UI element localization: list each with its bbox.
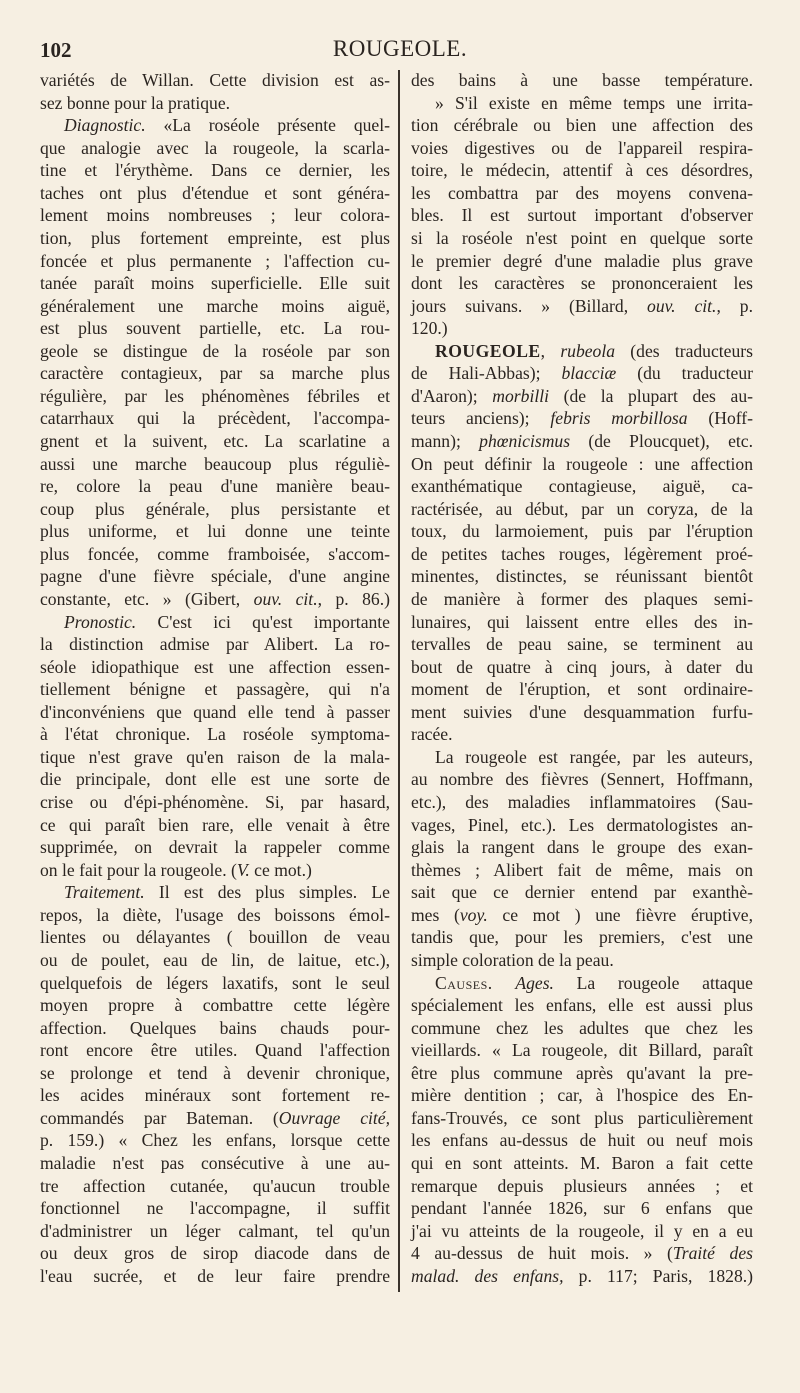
text-run: La rougeole est rangée, par les auteurs,	[435, 746, 753, 767]
text-run: commune chez les adultes que chez les	[411, 1017, 753, 1038]
text-run: aussi une marche beaucoup plus réguliè-	[40, 453, 390, 474]
text-line	[411, 836, 753, 859]
right-column	[411, 69, 753, 1287]
text-run: tiellement bénigne et passagère, qui n'a	[40, 679, 390, 700]
text-line	[40, 1062, 390, 1085]
text-run: ce mot ) une fièvre éruptive,	[487, 904, 754, 925]
page-number: 102	[40, 38, 72, 62]
text-run: pendant l'année 1826, sur 6 enfans que	[411, 1198, 753, 1219]
text-line	[411, 182, 753, 205]
text-run: au nombre des fièvres (Sennert, Hoffmann,	[411, 769, 753, 790]
text-run: mière dentition ; car, à l'hospice des En-	[411, 1085, 753, 1106]
text-line	[40, 1220, 390, 1243]
text-run: , p.	[716, 295, 753, 316]
text-run: minentes, distinctes, se réunissant bientôt	[411, 566, 753, 587]
text-run: moment de l'éruption, et sont ordinaire-	[411, 679, 753, 700]
running-title: ROUGEOLE.	[332, 36, 468, 61]
text-line	[411, 926, 753, 949]
text-run: être plus commune après qu'avant la pre-	[411, 1062, 753, 1083]
text-run: ou de poulet, eau de lin, de laitue, etc.),	[40, 949, 390, 970]
text-line	[411, 1175, 753, 1198]
text-run: l'eau sucrée, et de leur faire prendre	[40, 1265, 390, 1286]
text-line	[40, 182, 390, 205]
text-run: «La roséole présente quel-	[145, 115, 390, 136]
text-run: On peut définir la rougeole : une affection	[411, 453, 753, 474]
column-divider	[398, 70, 400, 1292]
text-line	[40, 1242, 390, 1265]
text-line	[411, 565, 753, 588]
text-run: 4 au-dessus de huit mois. » (	[411, 1243, 673, 1264]
text-run: crise ou d'épi-phénomène. Si, par hasard,	[40, 792, 390, 812]
italic-text: Diagnostic.	[64, 115, 146, 136]
text-line	[411, 1084, 753, 1107]
italic-text: blacciæ	[561, 363, 617, 384]
text-line	[40, 791, 390, 814]
text-line	[40, 881, 390, 904]
text-line	[40, 994, 390, 1017]
text-line	[411, 1220, 753, 1243]
text-run: d'inconvéniens que quand elle tend à passer	[40, 701, 390, 722]
text-line	[411, 701, 753, 724]
text-run: thèmes ; Alibert fait de même, mais on	[411, 859, 753, 880]
text-line	[40, 1197, 390, 1220]
italic-text: voy.	[459, 904, 488, 925]
text-run: pagne d'une fièvre spéciale, d'une angine	[40, 566, 390, 587]
text-run: catarrhaux qui la précèdent, l'accompa-	[40, 408, 390, 429]
text-line	[40, 204, 390, 227]
text-line	[40, 723, 390, 746]
text-line	[40, 768, 390, 791]
text-run: ractérisée, au début, par un coryza, de la	[411, 498, 753, 519]
text-line	[411, 1017, 753, 1040]
text-run: on le fait pour la rougeole. (	[40, 859, 237, 880]
text-line	[411, 768, 753, 791]
text-line	[411, 859, 753, 882]
text-line	[411, 1197, 753, 1220]
text-line	[40, 272, 390, 295]
text-run: ou deux gros de sirop diacode dans de	[40, 1243, 390, 1264]
text-line	[411, 904, 753, 927]
text-run: simple coloration de la peau.	[411, 949, 614, 970]
italic-text: ouv. cit.	[647, 295, 717, 316]
text-run: j'ai vu atteints de la rougeole, il y en a eu	[411, 1220, 753, 1241]
text-run: p. 159.) « Chez les enfans, lorsque cette	[40, 1130, 390, 1151]
text-run: fonctionnel ne l'accompagne, il suffit	[40, 1198, 390, 1219]
text-line	[40, 430, 390, 453]
text-line	[411, 362, 753, 385]
text-line	[40, 904, 390, 927]
text-line	[411, 678, 753, 701]
italic-text: rubeola	[560, 340, 616, 361]
text-line	[411, 746, 753, 769]
text-run: repos, la diète, l'usage des boissons émol-	[40, 904, 390, 925]
text-line	[411, 543, 753, 566]
text-line	[40, 746, 390, 769]
text-line	[411, 633, 753, 656]
text-run: , p. 86.)	[317, 588, 390, 609]
text-run: le premier degré d'une maladie plus grave	[411, 250, 753, 271]
text-run: d'administrer un léger calmant, tel qu'un	[40, 1220, 390, 1241]
text-run: C'est ici qu'est importante	[136, 611, 390, 632]
italic-text: malad. des enfans,	[411, 1265, 564, 1286]
text-run: de petites taches rouges, légèrement proé-	[411, 543, 753, 564]
text-line	[40, 475, 390, 498]
text-run	[493, 973, 516, 993]
text-run: re, colore la peau d'une manière beau-	[40, 476, 390, 497]
text-line	[411, 407, 753, 430]
text-line	[40, 1175, 390, 1198]
text-run: exanthématique contagieuse, aiguë, ca-	[411, 476, 753, 497]
text-run: les enfans au-dessus de huit ou neuf mois	[411, 1130, 753, 1151]
text-run: glais la rangent dans le groupe des exan-	[411, 837, 753, 858]
text-line	[411, 475, 753, 498]
text-line	[40, 520, 390, 543]
text-line	[411, 994, 753, 1017]
text-run: voies digestives ou de l'appareil respira-	[411, 137, 753, 158]
italic-text: Ouvrage cité,	[278, 1107, 390, 1128]
text-line	[40, 114, 390, 137]
text-line	[40, 317, 390, 340]
text-run: généralement une marche moins aiguë,	[40, 295, 390, 316]
text-line	[40, 159, 390, 182]
text-run: foncée et plus permanente ; l'affection cu-	[40, 250, 390, 271]
text-run: les combattra par des moyens convena-	[411, 182, 753, 203]
text-line	[411, 972, 753, 995]
text-run: tandis que, pour les premiers, c'est une	[411, 927, 753, 948]
text-run: supprimée, on devrait la rappeler comme	[40, 837, 390, 858]
text-run: spécialement les enfans, elle est aussi plus	[411, 995, 753, 1016]
text-line	[411, 1242, 753, 1265]
text-run: à l'état chronique. La roséole symptoma-	[40, 724, 390, 745]
text-run: toux, du larmoiement, puis par l'éruption	[411, 521, 753, 542]
text-line	[411, 317, 753, 340]
text-run: vages, Pinel, etc.). Les dermatologistes an-	[411, 814, 753, 835]
text-line	[411, 159, 753, 182]
text-line	[40, 227, 390, 250]
text-line	[40, 498, 390, 521]
text-run: (de Ploucquet), etc.	[570, 431, 753, 451]
text-line	[411, 1107, 753, 1130]
text-run: taches ont plus d'étendue et sont généra-	[40, 182, 390, 203]
text-line	[40, 385, 390, 408]
text-line	[40, 1152, 390, 1175]
text-line	[40, 340, 390, 363]
text-run: tanée paraît moins superficielle. Elle suit	[40, 273, 390, 294]
text-line	[40, 1039, 390, 1062]
text-line	[411, 949, 753, 972]
text-line	[40, 1017, 390, 1040]
text-run: lunaires, qui laissent entre elles des in-	[411, 611, 753, 632]
text-line	[40, 295, 390, 318]
text-run: p. 117; Paris, 1828.)	[563, 1265, 753, 1286]
text-run: si la roséole n'est point en quelque sorte	[411, 227, 753, 248]
text-line	[411, 1062, 753, 1085]
text-run: plus uniforme, et lui donne une teinte	[40, 521, 390, 542]
italic-text: Traité des	[672, 1243, 753, 1264]
text-line	[40, 543, 390, 566]
text-line	[40, 859, 390, 882]
text-run: affection. Quelques bains chauds pour-	[40, 1017, 390, 1038]
text-run: variétés de Willan. Cette division est as-	[40, 70, 390, 90]
text-run: de Hali-Abbas);	[411, 363, 562, 384]
text-line	[40, 656, 390, 679]
text-run: ,	[540, 340, 561, 361]
italic-text: Ages.	[515, 972, 554, 993]
text-run: vieillards. « La rougeole, dit Billard, paraît	[411, 1040, 753, 1061]
text-line	[40, 588, 390, 611]
text-line	[411, 1265, 753, 1288]
text-line	[40, 250, 390, 273]
text-run: la distinction admise par Alibert. La ro-	[40, 634, 390, 655]
text-line	[40, 926, 390, 949]
text-line	[411, 791, 753, 814]
text-line	[40, 949, 390, 972]
text-run: que analogie avec la rougeole, la scarla-	[40, 137, 390, 158]
text-line	[40, 407, 390, 430]
text-line	[411, 453, 753, 476]
text-run: (des traducteurs	[615, 340, 753, 361]
text-run: qui en sont atteints. M. Baron a fait cette	[411, 1153, 753, 1173]
text-line	[411, 250, 753, 273]
text-run: régulière, par les phénomènes fébriles et	[40, 385, 390, 406]
text-run: sait que ce dernier entend par exanthè-	[411, 882, 753, 903]
text-run: moyen propre à combattre cette légère	[40, 995, 390, 1016]
text-run: dont les caractères se prononceraient les	[411, 273, 753, 294]
text-line	[411, 340, 753, 363]
text-run: séole idiopathique est une affection essen-	[40, 656, 390, 677]
text-run: (de la plupart des au-	[549, 385, 753, 406]
text-line	[411, 227, 753, 250]
text-line	[40, 453, 390, 476]
text-run: teurs anciens);	[411, 408, 551, 429]
text-run: » S'il existe en même temps une irrita-	[435, 92, 753, 113]
text-run: caractère contagieux, par sa marche plus	[40, 363, 390, 384]
text-line	[411, 295, 753, 318]
text-line	[411, 1152, 753, 1175]
text-line	[411, 611, 753, 634]
text-run: les acides minéraux sont fortement re-	[40, 1085, 390, 1106]
text-run: mann);	[411, 431, 480, 451]
text-run: d'Aaron);	[411, 385, 493, 406]
text-line	[411, 814, 753, 837]
text-line	[411, 204, 753, 227]
text-run: ce qui paraît bien rare, elle venait à être	[40, 814, 390, 835]
text-line	[40, 1084, 390, 1107]
text-line	[411, 498, 753, 521]
text-run: tine et l'érythème. Dans ce dernier, les	[40, 160, 390, 181]
text-run: coup plus générale, plus persistante et	[40, 498, 390, 519]
text-run: lement moins nombreuses ; leur colora-	[40, 205, 390, 226]
text-line	[411, 588, 753, 611]
text-line	[40, 137, 390, 160]
text-line	[411, 114, 753, 137]
text-line	[40, 633, 390, 656]
italic-text: Pronostic.	[64, 611, 137, 632]
text-line	[40, 701, 390, 724]
text-line	[40, 972, 390, 995]
italic-text: V.	[236, 859, 250, 880]
text-run: gnent et la suivent, etc. La scarlatine a	[40, 431, 390, 451]
text-line	[411, 137, 753, 160]
text-run: commandés par Bateman. (	[40, 1107, 279, 1128]
text-run: (Hoff-	[687, 408, 753, 429]
text-run: remarque depuis plusieurs années ; et	[411, 1175, 753, 1196]
text-run: sez bonne pour la pratique.	[40, 92, 231, 113]
text-line	[40, 836, 390, 859]
text-run: jours suivans. » (Billard,	[411, 295, 648, 316]
entry-heading: ROUGEOLE	[435, 340, 541, 361]
text-line	[40, 565, 390, 588]
text-run: ment suivies d'une desquammation furfu-	[411, 701, 753, 722]
text-line	[40, 362, 390, 385]
italic-text: febris morbillosa	[550, 408, 688, 429]
text-run: geole se distingue de la roséole par son	[40, 340, 390, 361]
text-line	[411, 881, 753, 904]
text-line	[40, 1265, 390, 1288]
text-run: quelquefois de légers laxatifs, sont le seul	[40, 972, 390, 993]
text-run: tique n'est grave qu'en raison de la mala-	[40, 746, 390, 767]
text-line	[40, 1107, 390, 1130]
left-column	[40, 69, 390, 1287]
text-line	[411, 272, 753, 295]
italic-text: phœnicismus	[479, 431, 571, 451]
text-run: racée.	[411, 724, 453, 745]
text-run: etc.), des maladies inflammatoires (Sau-	[411, 792, 753, 812]
text-run: constante, etc. » (Gibert,	[40, 588, 254, 609]
text-run: des bains à une basse température.	[411, 70, 753, 90]
text-run: ce mot.)	[249, 859, 312, 880]
text-run: (du traducteur	[616, 363, 753, 384]
text-run: se prolonge et tend à devenir chronique,	[40, 1062, 390, 1083]
text-line	[411, 1039, 753, 1062]
italic-text: Traitement.	[64, 882, 145, 903]
text-line	[411, 69, 753, 92]
text-line	[40, 92, 390, 115]
text-line	[411, 430, 753, 453]
text-line	[40, 1129, 390, 1152]
italic-text: ouv. cit.	[253, 588, 318, 609]
text-run: de manière à former des plaques semi-	[411, 588, 753, 609]
text-run: 120.)	[411, 318, 448, 339]
text-line	[411, 723, 753, 746]
text-line	[411, 92, 753, 115]
text-line	[411, 520, 753, 543]
text-run: tion, plus fortement empreinte, est plus	[40, 227, 390, 248]
text-line	[40, 611, 390, 634]
section-heading: Causes.	[435, 972, 493, 993]
text-run: mes (	[411, 904, 460, 925]
text-run: tervalles de peau saine, se terminent au	[411, 634, 753, 655]
text-line	[411, 1129, 753, 1152]
text-run: die principale, dont elle est une sorte de	[40, 769, 390, 790]
italic-text: morbilli	[492, 385, 549, 406]
text-run: est plus souvent partielle, etc. La rou-	[40, 318, 390, 339]
text-line	[411, 385, 753, 408]
text-run: La rougeole attaque	[553, 972, 753, 993]
text-run: plus foncée, comme framboisée, s'accom-	[40, 543, 390, 564]
text-run: toire, le médecin, attentif à ces désordres,	[411, 160, 753, 181]
text-run: lientes ou délayantes ( bouillon de veau	[40, 927, 390, 948]
text-line	[40, 69, 390, 92]
text-run: fans-Trouvés, ce sont plus particulièrement	[411, 1107, 753, 1128]
text-run: Il est des plus simples. Le	[144, 882, 390, 903]
text-run: maladie n'est pas consécutive à une au-	[40, 1153, 390, 1173]
text-run: ront encore être utiles. Quand l'affection	[40, 1040, 390, 1061]
text-run: tre affection cutanée, qu'aucun trouble	[40, 1175, 390, 1196]
text-line	[40, 814, 390, 837]
text-run: tion cérébrale ou bien une affection des	[411, 115, 753, 136]
text-run: bles. Il est surtout important d'observer	[411, 205, 753, 226]
text-line	[411, 656, 753, 679]
text-line	[40, 678, 390, 701]
text-run: bout de quatre à cinq jours, à dater du	[411, 656, 753, 677]
